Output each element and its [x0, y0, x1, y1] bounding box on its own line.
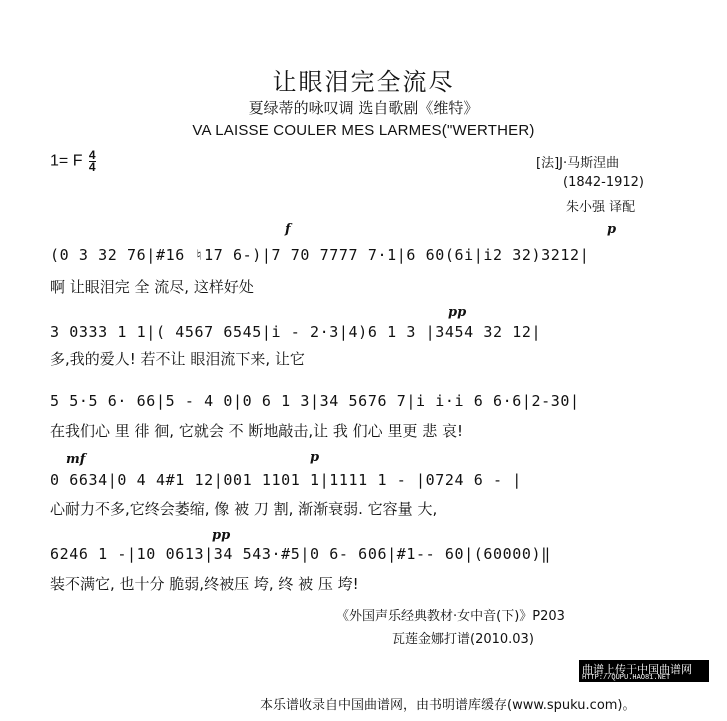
score-subtitle: 夏绿蒂的咏叹调 选自歌剧《维特》 — [248, 99, 479, 117]
source-reference: 《外国声乐经典教材·女中音(下)》P203 — [336, 609, 565, 624]
watermark-url: HTTP://QUPU.HAO81.NET — [582, 674, 671, 682]
dynamic-mark: mf — [66, 452, 86, 467]
dynamic-mark: p — [310, 450, 320, 465]
typist-credit: 瓦莲金娜打谱(2010.03) — [392, 632, 534, 647]
key-label: 1= F — [50, 152, 83, 170]
lyrics-line: 装不满它, 也十分 脆弱,终被压 垮, 终 被 压 垮! — [50, 575, 359, 593]
watermark-text: 曲谱上传于中国曲谱网 — [582, 663, 692, 676]
dynamic-mark: pp — [212, 528, 231, 543]
english-title: VA LAISSE COULER MES LARMES("WERTHER) — [192, 122, 535, 139]
time-signature — [89, 150, 96, 173]
time-bottom: 4 — [88, 160, 96, 174]
notation-line: 6246 1 -|10 0613|34 543·#5|0 6- 606|#1-- 60|(60000)‖ — [50, 545, 551, 563]
dynamic-mark: f — [285, 222, 291, 237]
lyrics-line: 啊 让眼泪完 全 流尽, 这样好处 — [50, 278, 254, 296]
dynamic-mark: pp — [448, 305, 467, 320]
time-top: 4 — [88, 148, 96, 162]
lyrics-line: 心耐力不多,它终会萎缩, 像 被 刀 割, 渐渐衰弱. 它容量 大, — [50, 500, 438, 518]
dynamic-mark: p — [607, 222, 617, 237]
composer: [法]J·马斯涅曲 — [536, 156, 620, 171]
notation-line: (0 3 32 76|#16 ♮17 6-)|7 70 7777 7·1|6 60(6i|i2 32)3212| — [50, 246, 590, 264]
notation-line: 0 6634|0 4 4#1 12|001 1101 1|1111 1 - |0724 6 - | — [50, 471, 522, 489]
key-signature — [50, 150, 96, 173]
translator: 朱小强 译配 — [566, 200, 636, 215]
notation-line: 3 0333 1 1|( 4567 6545|i - 2·3|4)6 1 3 |3454 32 12| — [50, 323, 542, 341]
footer-note: 本乐谱收录自中国曲谱网，由书明谱库缓存(www.spuku.com)。 — [260, 698, 636, 713]
composer-years: (1842-1912) — [563, 175, 645, 190]
notation-line: 5 5·5 6· 66|5 - 4 0|0 6 1 3|34 5676 7|i i·i 6 6·6|2-30| — [50, 392, 580, 410]
lyrics-line: 多,我的爱人! 若不让 眼泪流下来, 让它 — [50, 350, 305, 368]
lyrics-line: 在我们心 里 徘 徊, 它就会 不 断地敲击,让 我 们心 里更 悲 哀! — [50, 422, 464, 440]
score-title: 让眼泪完全流尽 — [272, 68, 455, 96]
